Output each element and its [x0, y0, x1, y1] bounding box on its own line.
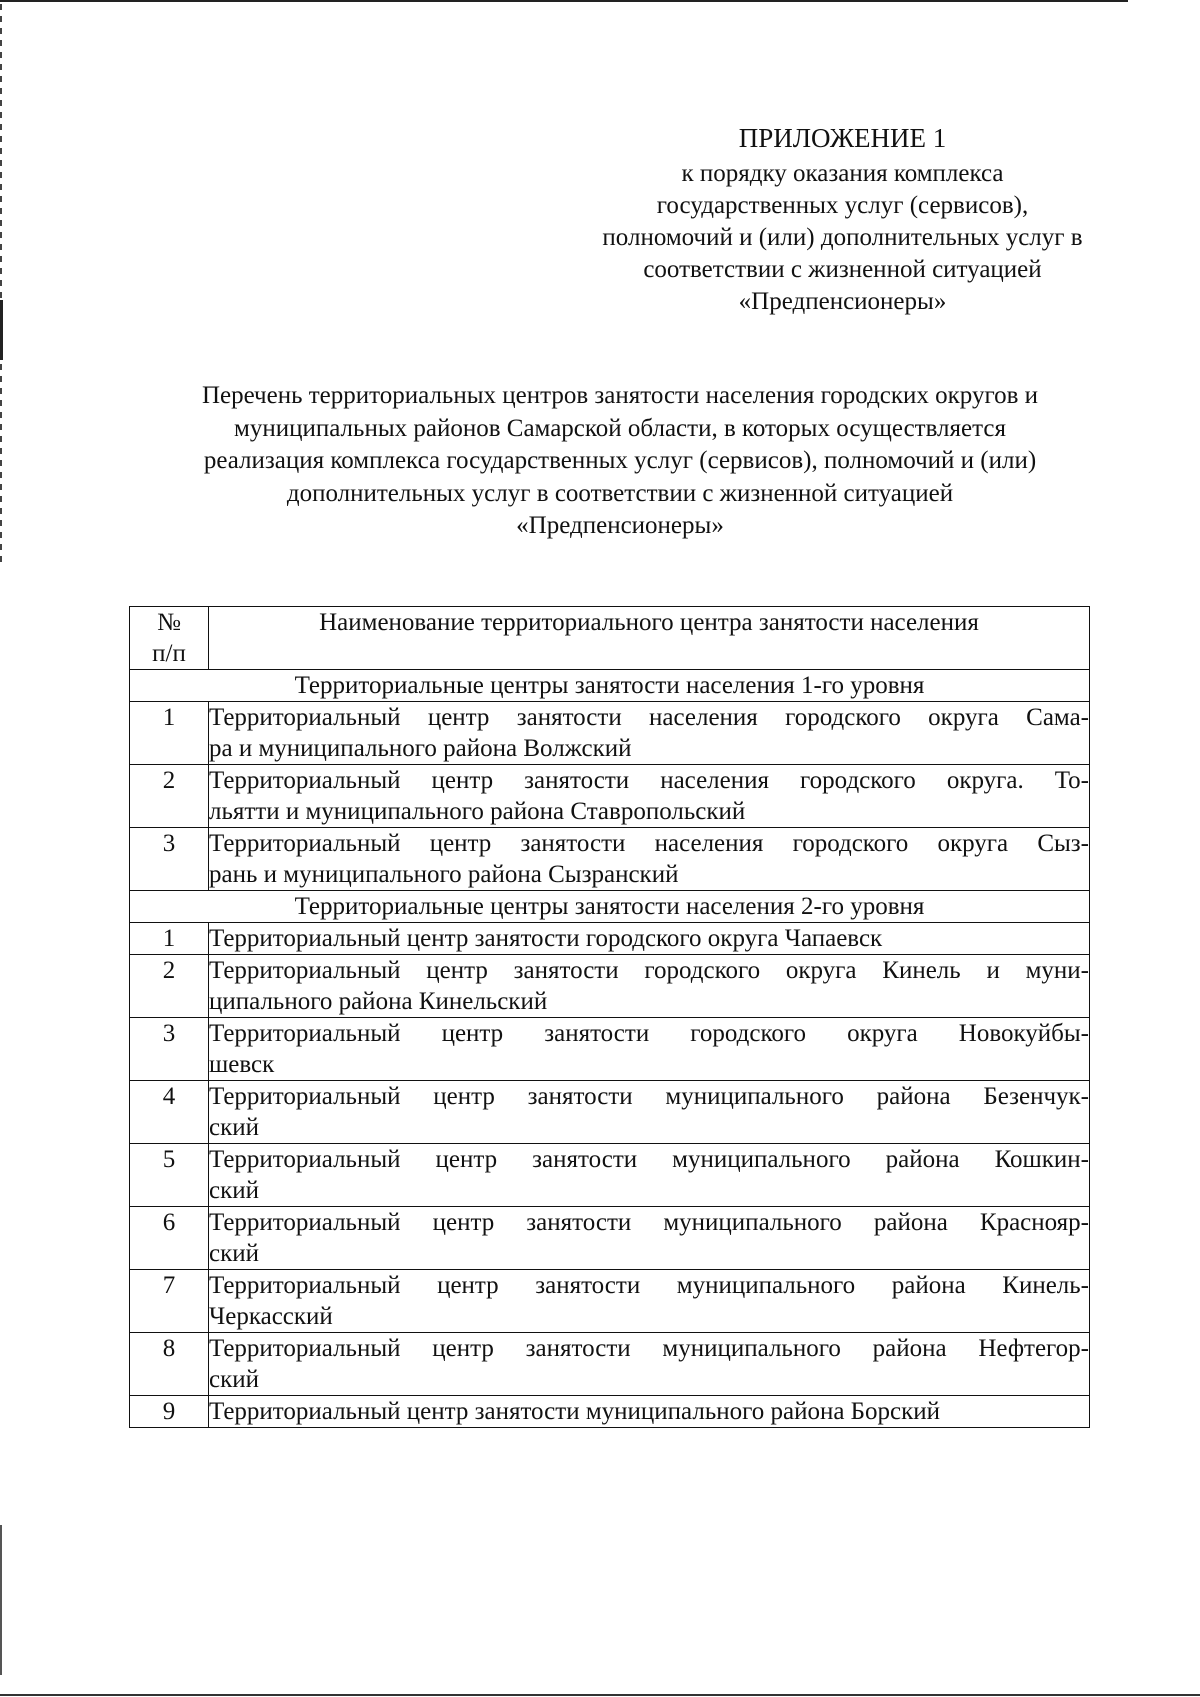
scan-edge-left	[0, 4, 2, 564]
center-name	[209, 1018, 1090, 1081]
scan-edge-bottom	[0, 1694, 1200, 1696]
row-number: 3	[130, 828, 209, 891]
section-row	[130, 891, 1090, 923]
center-name	[209, 1396, 1090, 1428]
center-name-line: Территориальный центр занятости муниципального района Кинель-	[209, 1272, 1089, 1299]
row-number: 4	[130, 1081, 209, 1144]
table-row	[130, 1144, 1090, 1207]
document-title-line: реализация комплекса государственных услуг (сервисов), полномочий и (или)	[203, 447, 1037, 474]
center-name	[209, 1144, 1090, 1207]
center-name-line: ский	[209, 1114, 259, 1141]
center-name-line: шевск	[209, 1051, 275, 1078]
center-name-line: льятти и муниципального района Ставропольский	[209, 798, 746, 825]
table-row	[130, 1081, 1090, 1144]
row-number: 3	[130, 1018, 209, 1081]
center-name	[209, 1270, 1090, 1333]
appendix-line: государственных услуг (сервисов),	[656, 192, 1029, 219]
table-header-row	[130, 607, 1090, 670]
center-name	[209, 765, 1090, 828]
table-row	[130, 702, 1090, 765]
table-row	[130, 1270, 1090, 1333]
center-name-line: ра и муниципального района Волжский	[209, 735, 632, 762]
center-name	[209, 923, 1090, 955]
document-title-line: «Предпенсионеры»	[516, 512, 724, 539]
document-title-line: муниципальных районов Самарской области, в которых осуществляется	[234, 414, 1006, 442]
appendix-line: к порядку оказания комплекса	[681, 160, 1004, 187]
center-name-line: ский	[209, 1240, 259, 1267]
row-number: 2	[130, 765, 209, 828]
appendix-title: ПРИЛОЖЕНИЕ 1	[738, 123, 947, 153]
document-title-line: дополнительных услуг в соответствии с жизненной ситуацией	[286, 479, 954, 507]
table-row	[130, 828, 1090, 891]
appendix-line: «Предпенсионеры»	[738, 288, 947, 315]
center-name-line: Территориальный центр занятости муниципального района Нефтегор-	[209, 1335, 1089, 1362]
center-name	[209, 702, 1090, 765]
center-name-line: рань и муниципального района Сызранский	[209, 861, 679, 888]
column-header-name: Наименование территориального центра занятости населения	[209, 607, 1090, 670]
center-name-line: Территориальный центр занятости населения городского округа Сама-	[209, 704, 1089, 731]
section-title: Территориальные центры занятости населения 2-го уровня	[130, 891, 1090, 923]
center-name-line: Черкасский	[209, 1303, 333, 1330]
center-name-line: Территориальный центр занятости населения городского округа. То-	[209, 767, 1089, 794]
row-number: 5	[130, 1144, 209, 1207]
document-title	[140, 380, 1100, 543]
table-row	[130, 1396, 1090, 1428]
centers-table	[129, 606, 1090, 1428]
center-name-line: ципального района Кинельский	[209, 988, 548, 1015]
table-row	[130, 1207, 1090, 1270]
row-number: 1	[130, 923, 209, 955]
center-name	[209, 1081, 1090, 1144]
row-number: 7	[130, 1270, 209, 1333]
center-name-line: Территориальный центр занятости городского округа Чапаевск	[209, 925, 883, 952]
center-name-line: Территориальный центр занятости муниципального района Краснояр-	[209, 1209, 1089, 1236]
column-header-number-line1: №	[157, 609, 181, 636]
row-number: 6	[130, 1207, 209, 1270]
table-row	[130, 765, 1090, 828]
center-name-line: ский	[209, 1177, 259, 1204]
document-title-line: Перечень территориальных центров занятости населения городских округов и	[201, 382, 1039, 409]
scan-edge-top	[0, 0, 1128, 2]
row-number: 9	[130, 1396, 209, 1428]
scan-mark	[0, 300, 3, 360]
center-name-line: Территориальный центр занятости городского округа Кинель и муни-	[209, 957, 1089, 984]
table-row	[130, 923, 1090, 955]
scan-edge-left-lower	[0, 1525, 2, 1675]
table-row	[130, 1333, 1090, 1396]
column-header-number	[130, 607, 209, 670]
center-name-line: Территориальный центр занятости населения городского округа Сыз-	[209, 830, 1089, 857]
appendix-line: полномочий и (или) дополнительных услуг в	[602, 224, 1083, 251]
column-header-number-line2: п/п	[152, 640, 186, 667]
section-row	[130, 670, 1090, 702]
center-name-line: Территориальный центр занятости муниципального района Борский	[209, 1398, 941, 1425]
center-name	[209, 955, 1090, 1018]
center-name-line: ский	[209, 1366, 259, 1393]
center-name-line: Территориальный центр занятости городского округа Новокуйбы-	[209, 1020, 1089, 1047]
center-name	[209, 1333, 1090, 1396]
center-name-line: Территориальный центр занятости муниципального района Кошкин-	[209, 1146, 1089, 1173]
row-number: 8	[130, 1333, 209, 1396]
center-name	[209, 1207, 1090, 1270]
center-name-line: Территориальный центр занятости муниципального района Безенчук-	[209, 1083, 1089, 1110]
table-row	[130, 1018, 1090, 1081]
appendix-heading	[560, 118, 1125, 318]
row-number: 1	[130, 702, 209, 765]
appendix-line: соответствии с жизненной ситуацией	[643, 256, 1042, 283]
row-number: 2	[130, 955, 209, 1018]
table-row	[130, 955, 1090, 1018]
section-title: Территориальные центры занятости населения 1-го уровня	[130, 670, 1090, 702]
center-name	[209, 828, 1090, 891]
centers-table-body	[130, 607, 1090, 1428]
